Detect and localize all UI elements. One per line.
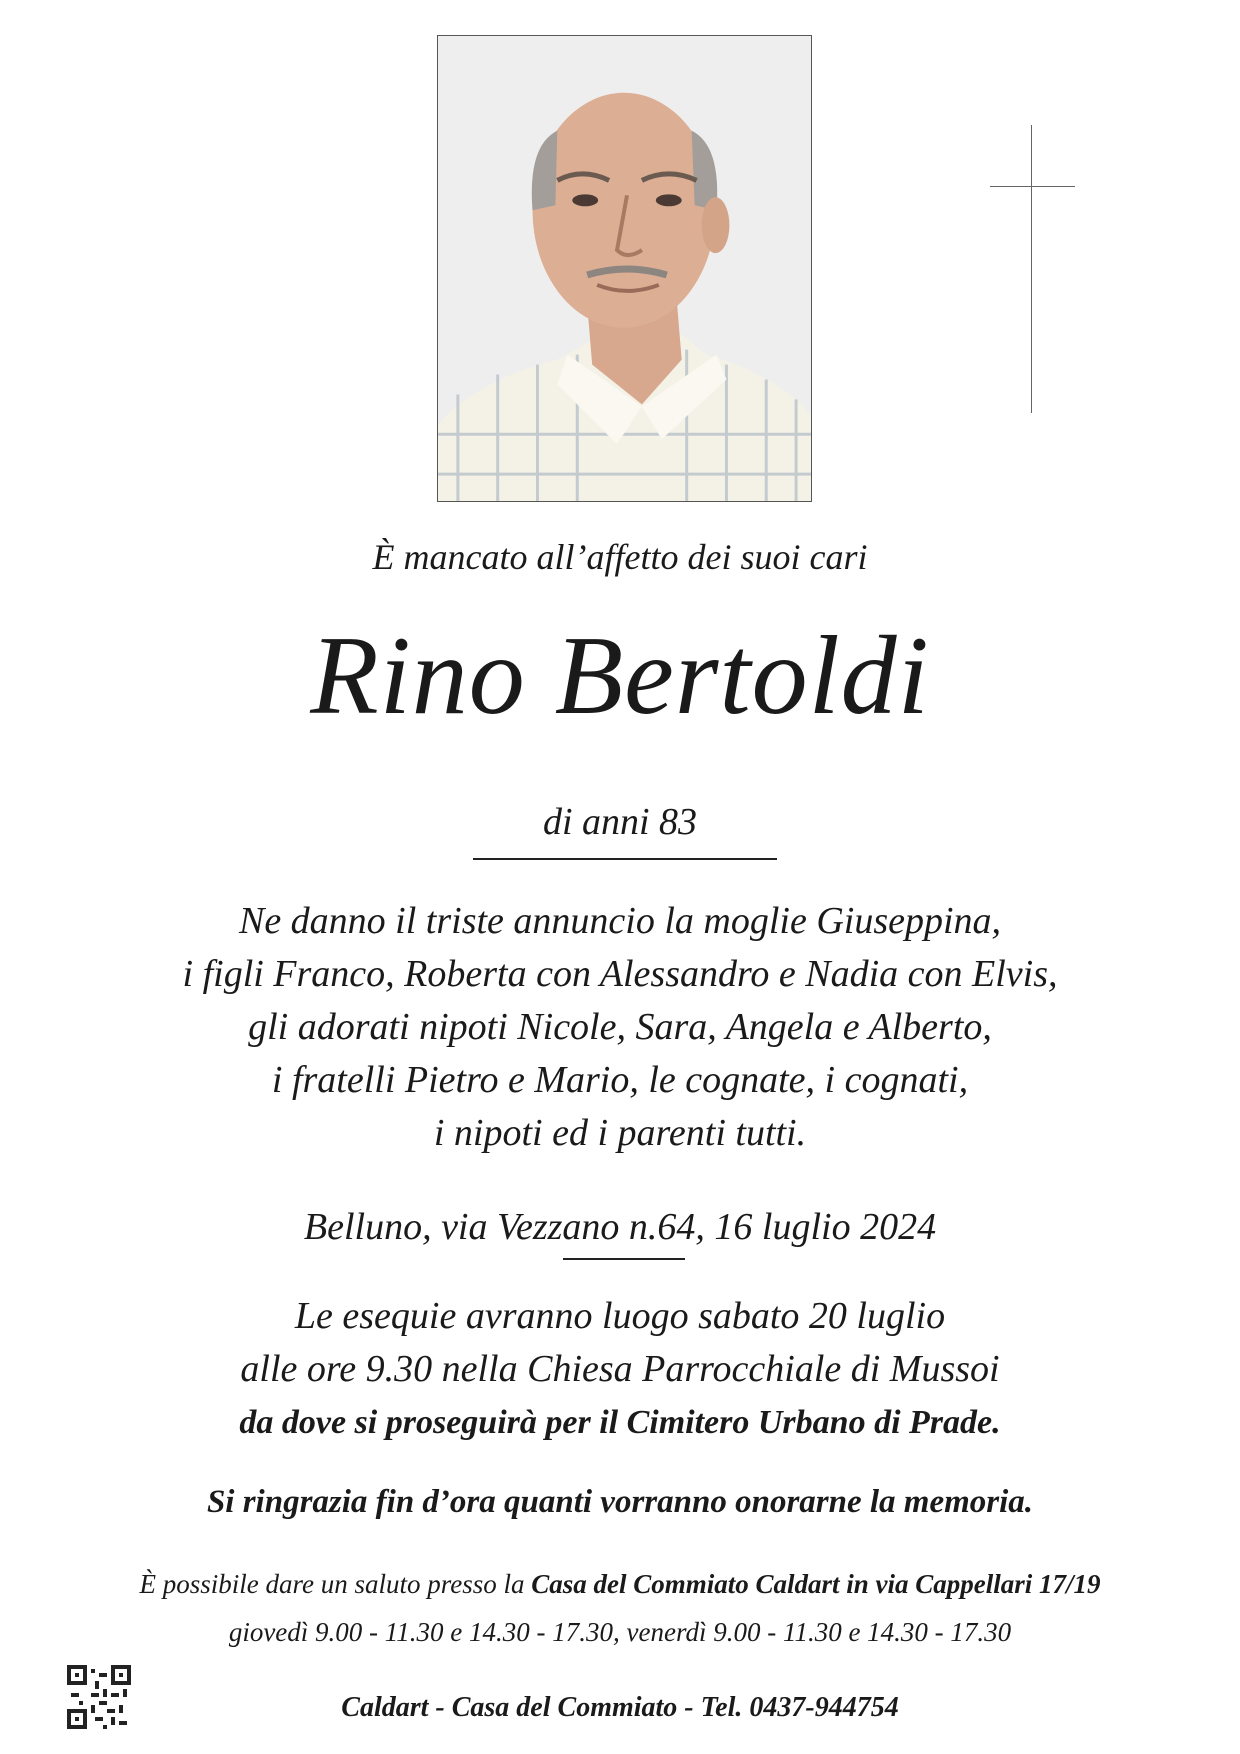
family-line: i nipoti ed i parenti tutti. xyxy=(433,1112,807,1154)
intro-text: È mancato all’affetto dei suoi cari xyxy=(372,537,868,577)
family-line: Ne danno il triste annuncio la moglie Giuseppina, xyxy=(238,900,1002,942)
visit-hours: giovedì 9.00 - 11.30 e 14.30 - 17.30, venerdì 9.00 - 11.30 e 14.30 - 17.30 xyxy=(228,1617,1012,1647)
visit-prefix: È possibile dare un saluto presso la xyxy=(139,1569,532,1599)
family-line: i fratelli Pietro e Mario, le cognate, i cognati, xyxy=(271,1059,969,1101)
divider-line-short xyxy=(563,1258,685,1260)
funeral-details xyxy=(0,1290,1240,1449)
portrait-photo xyxy=(437,35,812,502)
age-text: di anni 83 xyxy=(542,801,698,843)
divider-line xyxy=(473,858,777,860)
place-date: Belluno, via Vezzano n.64, 16 luglio 2024 xyxy=(303,1206,937,1248)
visit-info xyxy=(0,1560,1240,1656)
family-line: gli adorati nipoti Nicole, Sara, Angela e Alberto, xyxy=(248,1006,992,1048)
family-line: i figli Franco, Roberta con Alessandro e Nadia con Elvis, xyxy=(182,953,1058,995)
visit-line-1 xyxy=(0,1560,1240,1608)
funeral-line: Le esequie avranno luogo sabato 20 luglio xyxy=(294,1295,946,1337)
cross-icon xyxy=(990,125,1075,413)
footer-contact: Caldart - Casa del Commiato - Tel. 0437-944754 xyxy=(341,1692,899,1723)
family-announcement xyxy=(0,895,1240,1160)
cross-horizontal-bar xyxy=(990,186,1075,187)
thanks-text: Si ringrazia fin d’ora quanti vorranno onorarne la memoria. xyxy=(206,1484,1034,1520)
visit-location: Casa del Commiato Caldart in via Cappellari 17/19 xyxy=(531,1569,1101,1599)
funeral-line: alle ore 9.30 nella Chiesa Parrocchiale di Mussoi xyxy=(240,1348,1000,1390)
cross-vertical-bar xyxy=(1031,125,1032,413)
portrait-illustration xyxy=(438,36,811,501)
funeral-line-bold: da dove si proseguirà per il Cimitero Urbano di Prade. xyxy=(239,1404,1001,1441)
deceased-name: Rino Bertoldi xyxy=(310,614,930,738)
